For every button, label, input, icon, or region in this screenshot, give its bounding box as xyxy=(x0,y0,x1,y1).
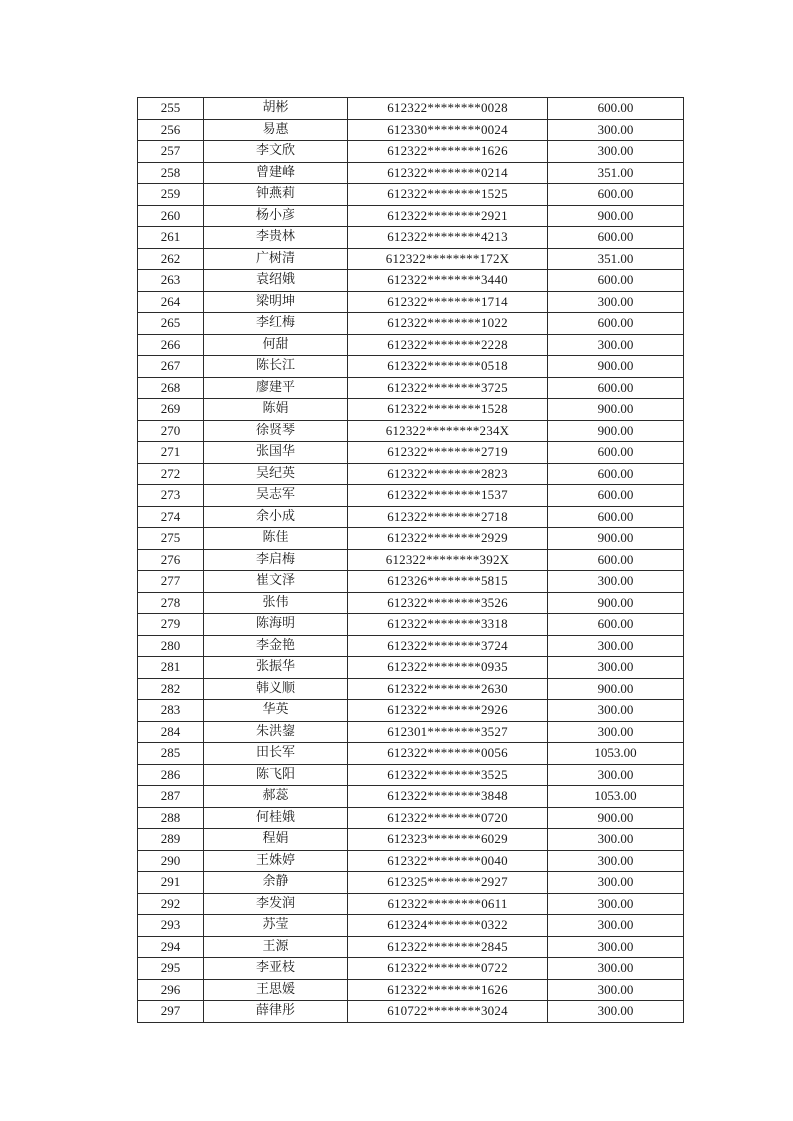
id-number-cell: 612330********0024 xyxy=(348,119,548,141)
amount-cell: 300.00 xyxy=(548,893,684,915)
amount-cell: 351.00 xyxy=(548,248,684,270)
table-row xyxy=(138,764,684,786)
row-number-cell: 292 xyxy=(138,893,204,915)
table-row xyxy=(138,893,684,915)
table-row xyxy=(138,528,684,550)
name-cell: 陈娟 xyxy=(204,399,348,421)
id-number-cell: 612322********1537 xyxy=(348,485,548,507)
amount-cell: 300.00 xyxy=(548,657,684,679)
id-number-cell: 612322********392X xyxy=(348,549,548,571)
id-number-cell: 612322********3440 xyxy=(348,270,548,292)
id-number-cell: 612322********1525 xyxy=(348,184,548,206)
table-row xyxy=(138,184,684,206)
name-cell: 陈佳 xyxy=(204,528,348,550)
name-cell: 王姝婷 xyxy=(204,850,348,872)
id-number-cell: 612325********2927 xyxy=(348,872,548,894)
name-cell: 梁明坤 xyxy=(204,291,348,313)
name-cell: 徐贤琴 xyxy=(204,420,348,442)
amount-cell: 900.00 xyxy=(548,592,684,614)
table-row xyxy=(138,227,684,249)
row-number-cell: 283 xyxy=(138,700,204,722)
row-number-cell: 257 xyxy=(138,141,204,163)
table-row xyxy=(138,442,684,464)
id-number-cell: 612322********2718 xyxy=(348,506,548,528)
id-number-cell: 612322********2719 xyxy=(348,442,548,464)
name-cell: 田长军 xyxy=(204,743,348,765)
amount-cell: 600.00 xyxy=(548,463,684,485)
row-number-cell: 296 xyxy=(138,979,204,1001)
amount-cell: 600.00 xyxy=(548,184,684,206)
row-number-cell: 284 xyxy=(138,721,204,743)
roster-table-body xyxy=(138,98,684,1023)
name-cell: 何桂娥 xyxy=(204,807,348,829)
row-number-cell: 280 xyxy=(138,635,204,657)
table-row xyxy=(138,592,684,614)
row-number-cell: 282 xyxy=(138,678,204,700)
table-row xyxy=(138,119,684,141)
row-number-cell: 290 xyxy=(138,850,204,872)
table-row xyxy=(138,829,684,851)
amount-cell: 300.00 xyxy=(548,829,684,851)
amount-cell: 900.00 xyxy=(548,399,684,421)
id-number-cell: 612323********6029 xyxy=(348,829,548,851)
name-cell: 崔文泽 xyxy=(204,571,348,593)
table-row xyxy=(138,141,684,163)
amount-cell: 300.00 xyxy=(548,291,684,313)
table-row xyxy=(138,334,684,356)
table-row xyxy=(138,786,684,808)
id-number-cell: 612322********1714 xyxy=(348,291,548,313)
id-number-cell: 612322********3526 xyxy=(348,592,548,614)
row-number-cell: 272 xyxy=(138,463,204,485)
table-row xyxy=(138,678,684,700)
id-number-cell: 612326********5815 xyxy=(348,571,548,593)
amount-cell: 600.00 xyxy=(548,506,684,528)
amount-cell: 300.00 xyxy=(548,571,684,593)
id-number-cell: 612322********3724 xyxy=(348,635,548,657)
row-number-cell: 286 xyxy=(138,764,204,786)
name-cell: 郝蕊 xyxy=(204,786,348,808)
name-cell: 王思媛 xyxy=(204,979,348,1001)
row-number-cell: 281 xyxy=(138,657,204,679)
row-number-cell: 262 xyxy=(138,248,204,270)
row-number-cell: 289 xyxy=(138,829,204,851)
row-number-cell: 285 xyxy=(138,743,204,765)
amount-cell: 300.00 xyxy=(548,936,684,958)
table-row xyxy=(138,614,684,636)
amount-cell: 300.00 xyxy=(548,141,684,163)
row-number-cell: 255 xyxy=(138,98,204,120)
table-row xyxy=(138,743,684,765)
table-row xyxy=(138,377,684,399)
amount-cell: 600.00 xyxy=(548,377,684,399)
amount-cell: 900.00 xyxy=(548,807,684,829)
name-cell: 吴志军 xyxy=(204,485,348,507)
name-cell: 李红梅 xyxy=(204,313,348,335)
table-row xyxy=(138,506,684,528)
row-number-cell: 277 xyxy=(138,571,204,593)
name-cell: 陈长江 xyxy=(204,356,348,378)
row-number-cell: 279 xyxy=(138,614,204,636)
id-number-cell: 612322********172X xyxy=(348,248,548,270)
name-cell: 余小成 xyxy=(204,506,348,528)
amount-cell: 600.00 xyxy=(548,485,684,507)
id-number-cell: 612322********0935 xyxy=(348,657,548,679)
table-row xyxy=(138,958,684,980)
amount-cell: 300.00 xyxy=(548,872,684,894)
row-number-cell: 288 xyxy=(138,807,204,829)
table-row xyxy=(138,979,684,1001)
row-number-cell: 275 xyxy=(138,528,204,550)
row-number-cell: 273 xyxy=(138,485,204,507)
table-row xyxy=(138,313,684,335)
table-row xyxy=(138,399,684,421)
row-number-cell: 297 xyxy=(138,1001,204,1023)
id-number-cell: 612322********3848 xyxy=(348,786,548,808)
table-row xyxy=(138,721,684,743)
name-cell: 李贵林 xyxy=(204,227,348,249)
row-number-cell: 270 xyxy=(138,420,204,442)
name-cell: 杨小彦 xyxy=(204,205,348,227)
table-row xyxy=(138,162,684,184)
table-row xyxy=(138,356,684,378)
id-number-cell: 612322********3318 xyxy=(348,614,548,636)
amount-cell: 600.00 xyxy=(548,98,684,120)
table-row xyxy=(138,248,684,270)
name-cell: 苏莹 xyxy=(204,915,348,937)
id-number-cell: 612322********1626 xyxy=(348,979,548,1001)
table-row xyxy=(138,98,684,120)
table-row xyxy=(138,205,684,227)
amount-cell: 600.00 xyxy=(548,270,684,292)
name-cell: 薛律彤 xyxy=(204,1001,348,1023)
amount-cell: 300.00 xyxy=(548,915,684,937)
name-cell: 张伟 xyxy=(204,592,348,614)
name-cell: 廖建平 xyxy=(204,377,348,399)
row-number-cell: 287 xyxy=(138,786,204,808)
amount-cell: 600.00 xyxy=(548,442,684,464)
name-cell: 李启梅 xyxy=(204,549,348,571)
id-number-cell: 612322********3525 xyxy=(348,764,548,786)
table-row xyxy=(138,485,684,507)
row-number-cell: 261 xyxy=(138,227,204,249)
name-cell: 广树清 xyxy=(204,248,348,270)
amount-cell: 351.00 xyxy=(548,162,684,184)
row-number-cell: 267 xyxy=(138,356,204,378)
amount-cell: 300.00 xyxy=(548,1001,684,1023)
row-number-cell: 256 xyxy=(138,119,204,141)
amount-cell: 600.00 xyxy=(548,313,684,335)
table-row xyxy=(138,420,684,442)
amount-cell: 300.00 xyxy=(548,119,684,141)
amount-cell: 300.00 xyxy=(548,958,684,980)
table-row xyxy=(138,463,684,485)
row-number-cell: 271 xyxy=(138,442,204,464)
table-row xyxy=(138,807,684,829)
name-cell: 张国华 xyxy=(204,442,348,464)
id-number-cell: 612322********0720 xyxy=(348,807,548,829)
id-number-cell: 612322********1626 xyxy=(348,141,548,163)
table-row xyxy=(138,549,684,571)
name-cell: 陈飞阳 xyxy=(204,764,348,786)
id-number-cell: 612322********2926 xyxy=(348,700,548,722)
row-number-cell: 295 xyxy=(138,958,204,980)
id-number-cell: 612322********4213 xyxy=(348,227,548,249)
amount-cell: 300.00 xyxy=(548,979,684,1001)
id-number-cell: 612322********3725 xyxy=(348,377,548,399)
id-number-cell: 610722********3024 xyxy=(348,1001,548,1023)
id-number-cell: 612322********2228 xyxy=(348,334,548,356)
amount-cell: 300.00 xyxy=(548,850,684,872)
id-number-cell: 612322********0214 xyxy=(348,162,548,184)
amount-cell: 900.00 xyxy=(548,205,684,227)
row-number-cell: 274 xyxy=(138,506,204,528)
name-cell: 胡彬 xyxy=(204,98,348,120)
row-number-cell: 278 xyxy=(138,592,204,614)
name-cell: 钟燕莉 xyxy=(204,184,348,206)
id-number-cell: 612322********2630 xyxy=(348,678,548,700)
table-row xyxy=(138,936,684,958)
table-row xyxy=(138,872,684,894)
row-number-cell: 263 xyxy=(138,270,204,292)
name-cell: 易惠 xyxy=(204,119,348,141)
table-row xyxy=(138,1001,684,1023)
id-number-cell: 612322********1022 xyxy=(348,313,548,335)
name-cell: 张振华 xyxy=(204,657,348,679)
id-number-cell: 612322********2929 xyxy=(348,528,548,550)
id-number-cell: 612322********1528 xyxy=(348,399,548,421)
amount-cell: 300.00 xyxy=(548,721,684,743)
id-number-cell: 612301********3527 xyxy=(348,721,548,743)
name-cell: 程娟 xyxy=(204,829,348,851)
amount-cell: 300.00 xyxy=(548,334,684,356)
id-number-cell: 612322********234X xyxy=(348,420,548,442)
row-number-cell: 268 xyxy=(138,377,204,399)
amount-cell: 900.00 xyxy=(548,356,684,378)
row-number-cell: 291 xyxy=(138,872,204,894)
amount-cell: 900.00 xyxy=(548,678,684,700)
row-number-cell: 260 xyxy=(138,205,204,227)
row-number-cell: 258 xyxy=(138,162,204,184)
id-number-cell: 612322********0518 xyxy=(348,356,548,378)
amount-cell: 600.00 xyxy=(548,549,684,571)
row-number-cell: 265 xyxy=(138,313,204,335)
amount-cell: 1053.00 xyxy=(548,743,684,765)
id-number-cell: 612322********0040 xyxy=(348,850,548,872)
row-number-cell: 294 xyxy=(138,936,204,958)
name-cell: 余静 xyxy=(204,872,348,894)
id-number-cell: 612322********2845 xyxy=(348,936,548,958)
table-row xyxy=(138,635,684,657)
table-row xyxy=(138,850,684,872)
table-row xyxy=(138,700,684,722)
name-cell: 华英 xyxy=(204,700,348,722)
table-row xyxy=(138,657,684,679)
id-number-cell: 612322********0611 xyxy=(348,893,548,915)
id-number-cell: 612322********0028 xyxy=(348,98,548,120)
id-number-cell: 612322********2823 xyxy=(348,463,548,485)
row-number-cell: 266 xyxy=(138,334,204,356)
amount-cell: 300.00 xyxy=(548,700,684,722)
name-cell: 李发润 xyxy=(204,893,348,915)
amount-cell: 300.00 xyxy=(548,764,684,786)
amount-cell: 900.00 xyxy=(548,528,684,550)
amount-cell: 600.00 xyxy=(548,614,684,636)
row-number-cell: 264 xyxy=(138,291,204,313)
amount-cell: 600.00 xyxy=(548,227,684,249)
name-cell: 何甜 xyxy=(204,334,348,356)
table-row xyxy=(138,291,684,313)
name-cell: 袁绍娥 xyxy=(204,270,348,292)
name-cell: 曾建峰 xyxy=(204,162,348,184)
id-number-cell: 612322********0722 xyxy=(348,958,548,980)
id-number-cell: 612324********0322 xyxy=(348,915,548,937)
amount-cell: 1053.00 xyxy=(548,786,684,808)
name-cell: 李金艳 xyxy=(204,635,348,657)
name-cell: 陈海明 xyxy=(204,614,348,636)
name-cell: 韩义顺 xyxy=(204,678,348,700)
row-number-cell: 269 xyxy=(138,399,204,421)
name-cell: 朱洪鋆 xyxy=(204,721,348,743)
table-row xyxy=(138,270,684,292)
name-cell: 吴纪英 xyxy=(204,463,348,485)
row-number-cell: 293 xyxy=(138,915,204,937)
name-cell: 李文欣 xyxy=(204,141,348,163)
table-row xyxy=(138,915,684,937)
id-number-cell: 612322********2921 xyxy=(348,205,548,227)
subsidy-roster-table xyxy=(137,97,684,1023)
row-number-cell: 259 xyxy=(138,184,204,206)
id-number-cell: 612322********0056 xyxy=(348,743,548,765)
name-cell: 李亚枝 xyxy=(204,958,348,980)
amount-cell: 900.00 xyxy=(548,420,684,442)
row-number-cell: 276 xyxy=(138,549,204,571)
table-row xyxy=(138,571,684,593)
amount-cell: 300.00 xyxy=(548,635,684,657)
name-cell: 王源 xyxy=(204,936,348,958)
